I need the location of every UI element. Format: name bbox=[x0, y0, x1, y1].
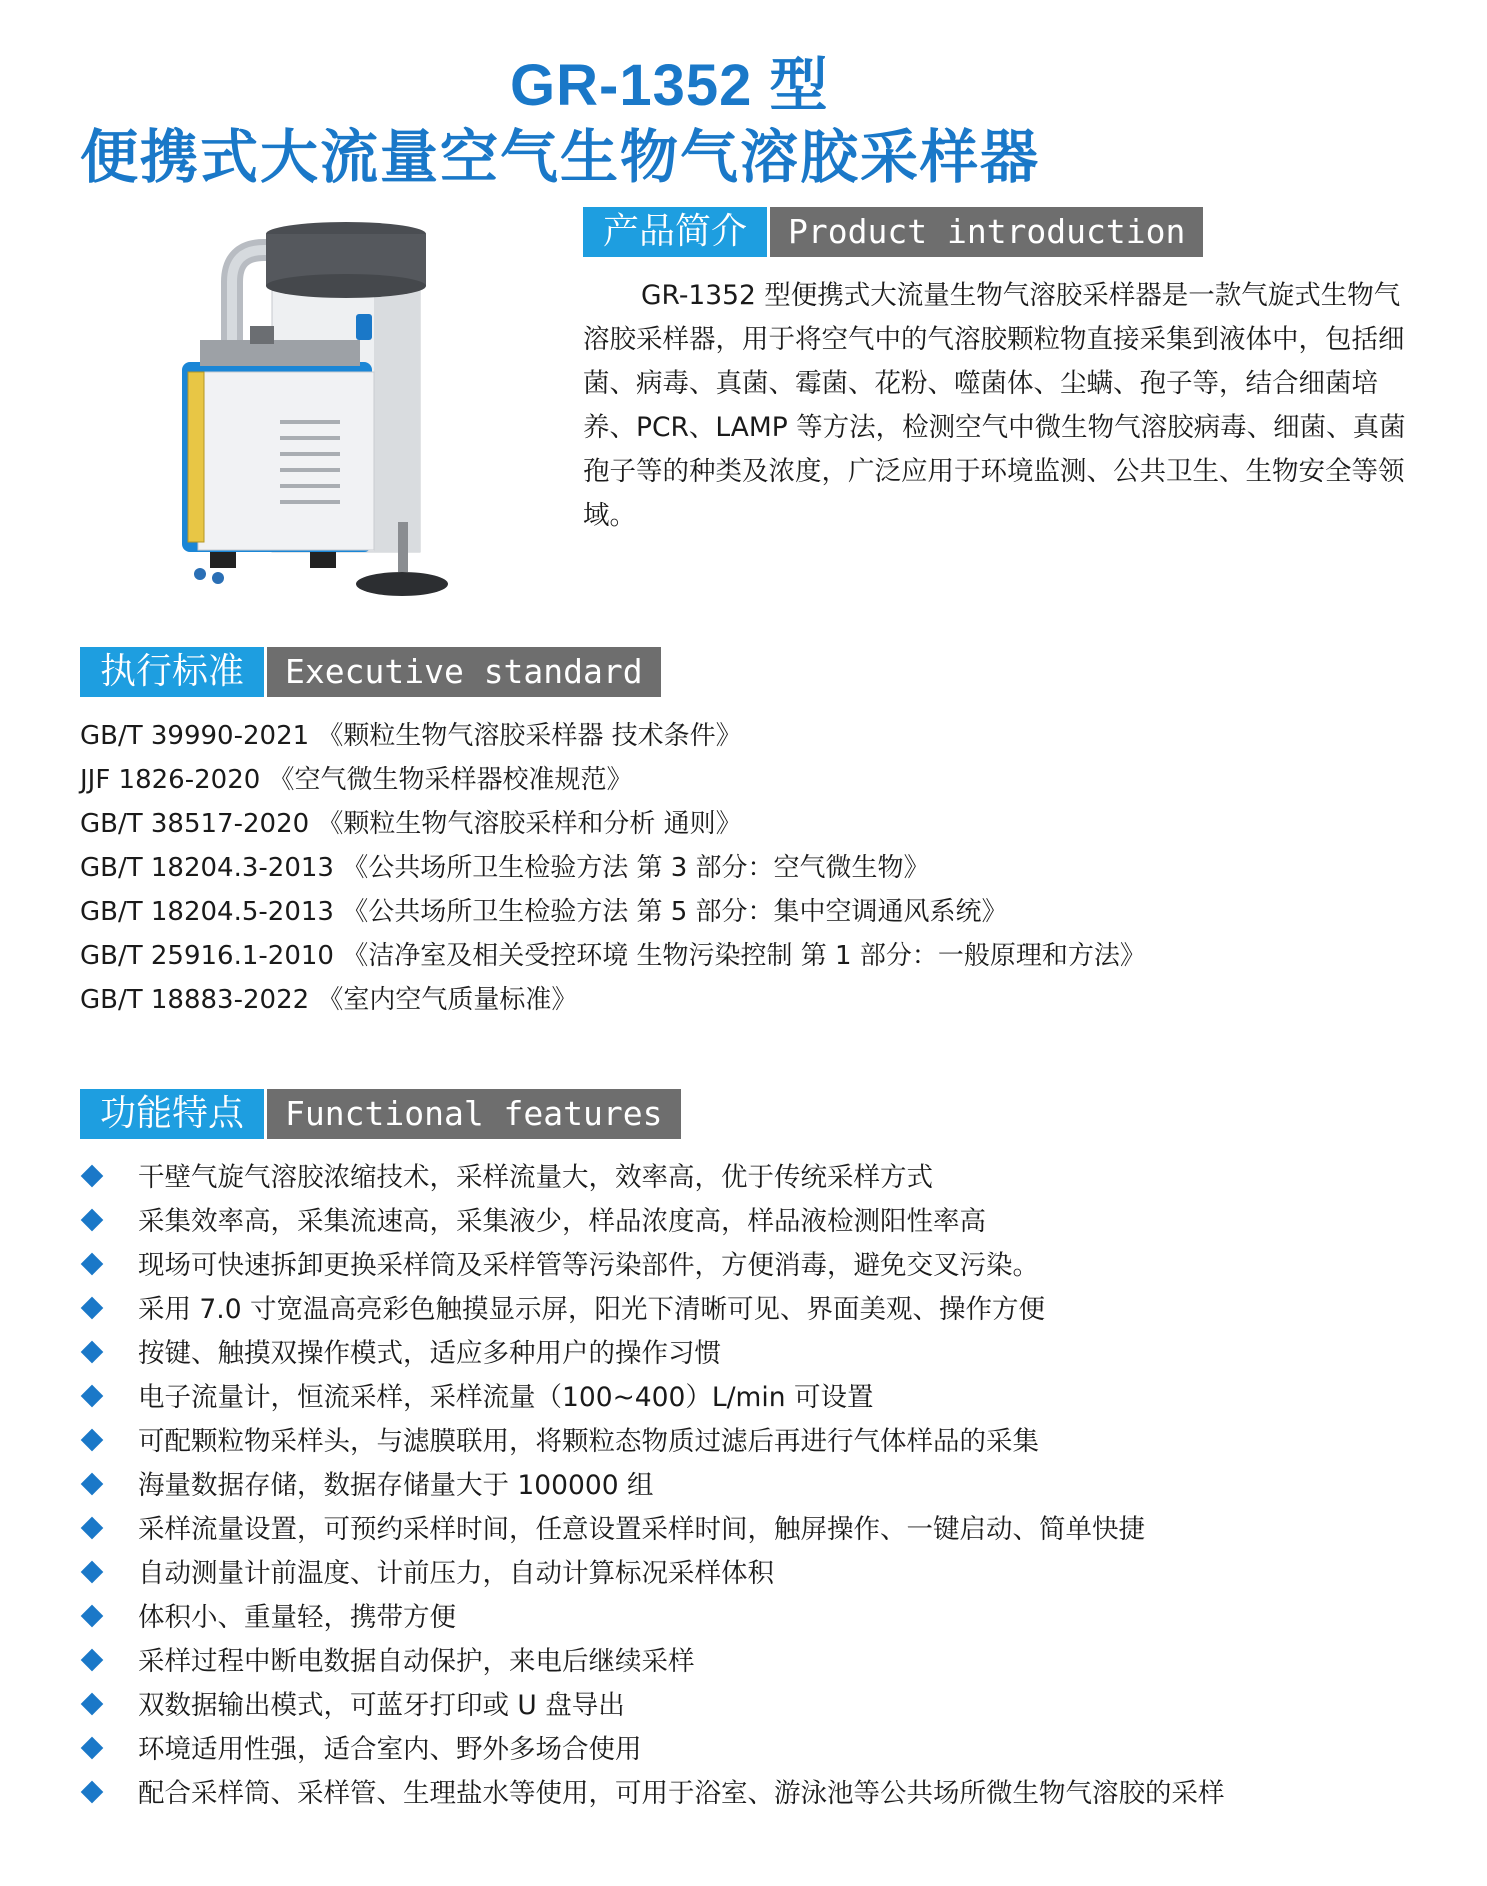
product-intro-text: GR-1352 型便携式大流量生物气溶胶采样器是一款气旋式生物气溶胶采样器，用于将空气中的气溶胶颗粒物直接采集到液体中，包括细菌、病毒、真菌、霉菌、花粉、噬菌体、尘螨、孢子等，结合细菌培养、PCR、LAMP 等方法，检测空气中微生物气溶胶病毒、细菌、真菌孢子等的种类及浓度，广泛应用于环境监测、公共卫生、生物安全等领域。 bbox=[583, 280, 1406, 531]
product-model-title: GR-1352 型 bbox=[510, 53, 829, 118]
feature-item: 采样过程中断电数据自动保护，来电后继续采样 bbox=[80, 1640, 1225, 1684]
feature-item: 环境适用性强，适合室内、野外多场合使用 bbox=[80, 1728, 1225, 1772]
feature-item: 现场可快速拆卸更换采样筒及采样管等污染部件，方便消毒，避免交叉污染。 bbox=[80, 1244, 1225, 1288]
feature-item: 采集效率高，采集流速高，采集液少，样品浓度高，样品液检测阳性率高 bbox=[80, 1200, 1225, 1244]
standard-item: GB/T 39990-2021 《颗粒生物气溶胶采样器 技术条件》 bbox=[80, 721, 742, 751]
features-heading-cn: 功能特点 bbox=[80, 1089, 264, 1139]
diamond-bullet-icon bbox=[81, 1253, 104, 1276]
diamond-bullet-icon bbox=[81, 1781, 104, 1804]
standards-list bbox=[80, 714, 1146, 1022]
standard-item: GB/T 18204.3-2013 《公共场所卫生检验方法 第 3 部分：空气微生物》 bbox=[80, 853, 930, 883]
diamond-bullet-icon bbox=[81, 1473, 104, 1496]
feature-item: 体积小、重量轻，携带方便 bbox=[80, 1596, 1225, 1640]
feature-item: 双数据输出模式，可蓝牙打印或 U 盘导出 bbox=[80, 1684, 1225, 1728]
diamond-bullet-icon bbox=[81, 1341, 104, 1364]
feature-item: 自动测量计前温度、计前压力，自动计算标况采样体积 bbox=[80, 1552, 1225, 1596]
features-heading bbox=[80, 1089, 681, 1139]
diamond-bullet-icon bbox=[81, 1561, 104, 1584]
features-heading-en: Functional features bbox=[267, 1089, 681, 1139]
product-image bbox=[160, 222, 490, 622]
diamond-bullet-icon bbox=[81, 1429, 104, 1452]
diamond-bullet-icon bbox=[81, 1649, 104, 1672]
product-name-title: 便携式大流量空气生物气溶胶采样器 bbox=[80, 123, 1041, 191]
standard-item: GB/T 18883-2022 《室内空气质量标准》 bbox=[80, 985, 578, 1015]
standard-item: GB/T 38517-2020 《颗粒生物气溶胶采样和分析 通则》 bbox=[80, 809, 742, 839]
diamond-bullet-icon bbox=[81, 1297, 104, 1320]
feature-item: 采样流量设置，可预约采样时间，任意设置采样时间，触屏操作、一键启动、简单快捷 bbox=[80, 1508, 1225, 1552]
standards-heading bbox=[80, 647, 661, 697]
feature-item: 干壁气旋气溶胶浓缩技术，采样流量大，效率高，优于传统采样方式 bbox=[80, 1156, 1225, 1200]
feature-item: 按键、触摸双操作模式，适应多种用户的操作习惯 bbox=[80, 1332, 1225, 1376]
diamond-bullet-icon bbox=[81, 1385, 104, 1408]
product-intro-heading-cn: 产品简介 bbox=[583, 207, 767, 257]
diamond-bullet-icon bbox=[81, 1737, 104, 1760]
feature-item: 可配颗粒物采样头，与滤膜联用，将颗粒态物质过滤后再进行气体样品的采集 bbox=[80, 1420, 1225, 1464]
feature-item: 海量数据存储，数据存储量大于 100000 组 bbox=[80, 1464, 1225, 1508]
product-intro-heading-en: Product introduction bbox=[770, 207, 1203, 257]
feature-item: 电子流量计，恒流采样，采样流量（100~400）L/min 可设置 bbox=[80, 1376, 1225, 1420]
product-intro-heading bbox=[583, 207, 1203, 257]
standards-heading-en: Executive standard bbox=[267, 647, 661, 697]
diamond-bullet-icon bbox=[81, 1605, 104, 1628]
feature-item: 配合采样筒、采样管、生理盐水等使用，可用于浴室、游泳池等公共场所微生物气溶胶的采样 bbox=[80, 1772, 1225, 1816]
features-list bbox=[80, 1156, 1225, 1816]
diamond-bullet-icon bbox=[81, 1517, 104, 1540]
standards-heading-cn: 执行标准 bbox=[80, 647, 264, 697]
diamond-bullet-icon bbox=[81, 1165, 104, 1188]
diamond-bullet-icon bbox=[81, 1693, 104, 1716]
standard-item: GB/T 18204.5-2013 《公共场所卫生检验方法 第 5 部分：集中空调通风系统》 bbox=[80, 897, 1008, 927]
diamond-bullet-icon bbox=[81, 1209, 104, 1232]
feature-item: 采用 7.0 寸宽温高亮彩色触摸显示屏，阳光下清晰可见、界面美观、操作方便 bbox=[80, 1288, 1225, 1332]
standard-item: GB/T 25916.1-2010 《洁净室及相关受控环境 生物污染控制 第 1 部分：一般原理和方法》 bbox=[80, 941, 1146, 971]
standard-item: JJF 1826-2020 《空气微生物采样器校准规范》 bbox=[80, 765, 633, 795]
